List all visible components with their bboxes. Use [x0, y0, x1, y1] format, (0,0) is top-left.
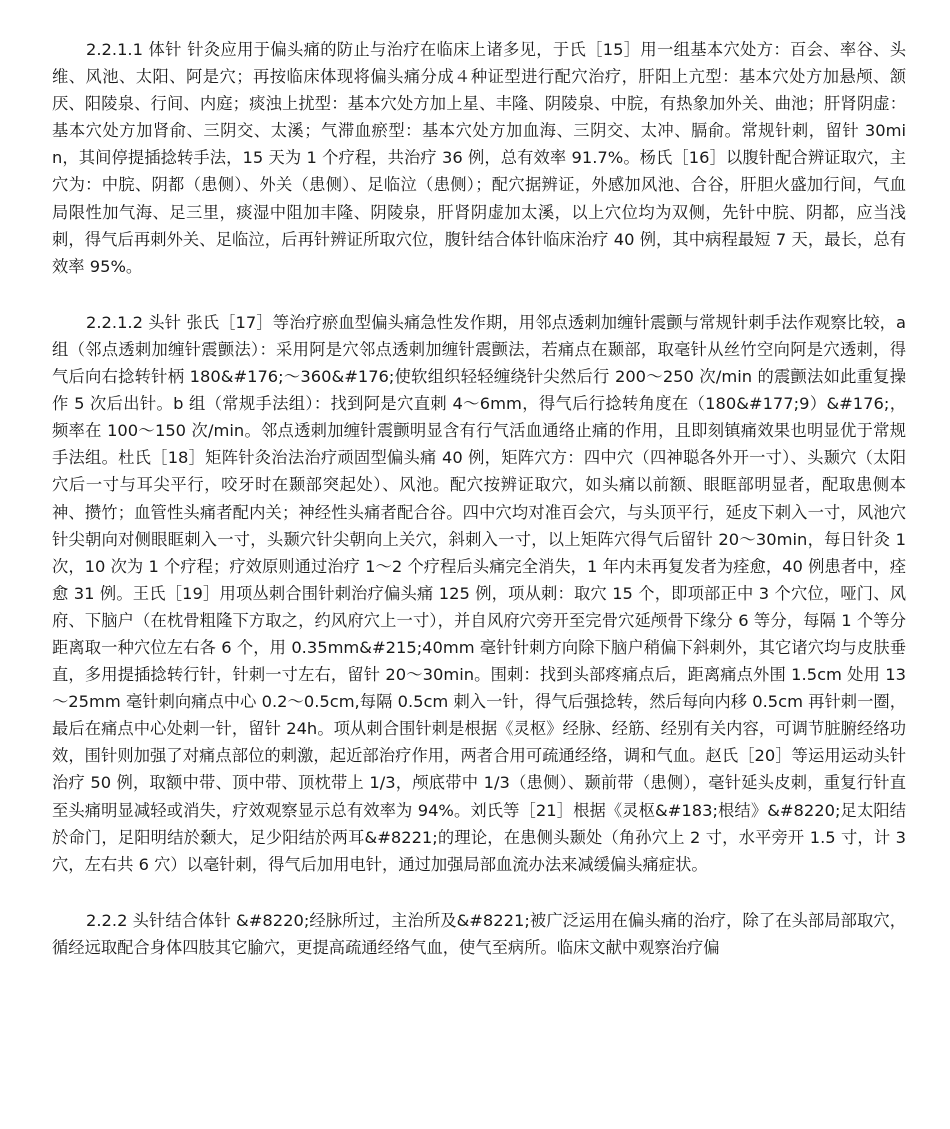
paragraph-2-2-1-1: 2.2.1.1 体针 针灸应用于偏头痛的防止与治疗在临床上诸多见，于氏［15］用一组基本穴处方：百会、率谷、头维、风池、太阳、阿是穴；再按临床体现将偏头痛分成４种证型进行配穴治疗，肝阳上亢型：基本穴处方加悬颅、颔厌、阳陵泉、行间、内庭；痰浊上扰型：基本穴处方加上星、丰隆、阴陵泉、中脘，有热象加外关、曲池；肝肾阴虚：基本穴处方加肾俞、三阴交、太溪；气滞血瘀型：基本穴处方加血海、三阴交、太冲、膈俞。常规针刺，留针 30min，其间停提插捻转手法，15 天为 1 个疗程，共治疗 36 例，总有效率 91.7%。杨氏［16］以腹针配合辨证取穴，主穴为：中脘、阴都（患侧）、外关（患侧）、足临泣（患侧）；配穴据辨证，外感加风池、合谷，肝胆火盛加行间，气血局限性加气海、足三里，痰湿中阻加丰隆、阴陵泉，肝肾阴虚加太溪，以上穴位均为双侧，先针中脘、阴都，应当浅刺，得气后再刺外关、足临泣，后再针辨证所取穴位，腹针结合体针临床治疗 40 例，其中病程最短 7 天，最长，总有效率 95%。: [52, 40, 906, 276]
paragraph-2-2-2: 2.2.2 头针结合体针 &#8220;经脉所过，主治所及&#8221;被广泛运用在偏头痛的治疗，除了在头部局部取穴，循经远取配合身体四肢其它腧穴，更提高疏通经络气血，使气至病所。临床文献中观察治疗偏: [52, 910, 906, 957]
paragraph-2-2-1-2: 2.2.1.2 头针 张氏［17］等治疗瘀血型偏头痛急性发作期，用邻点透刺加缠针震颤与常规针刺手法作观察比较，a 组（邻点透刺加缠针震颤法）：采用阿是穴邻点透刺加缠针震颤法，若痛点在颞部，取毫针从丝竹空向阿是穴透刺，得气后向右捻转针柄 180&#176;～360&#176;使软组织轻轻缠绕针尖然后行 200～250 次/min 的震颤法如此重复操作 5 次后出针。b 组（常规手法组）：找到阿是穴直刺 4～6mm，得气后行捻转角度在（180&#177;9）&#176;，频率在 100～150 次/min。邻点透刺加缠针震颤明显含有行气活血通络止痛的作用，且即刻镇痛效果也明显优于常规手法组。杜氏［18］矩阵针灸治法治疗顽固型偏头痛 40 例，矩阵穴方：四中穴（四神聪各外开一寸）、头颞穴（太阳穴后一寸与耳尖平行，咬牙时在颞部突起处）、风池。配穴按辨证取穴，如头痛以前额、眼眶部明显者，配取患侧本神、攒竹；血管性头痛者配内关；神经性头痛者配合谷。四中穴均对准百会穴，与头顶平行，延皮下刺入一寸，风池穴针尖朝向对侧眼眶刺入一寸，头颞穴针尖朝向上关穴，斜刺入一寸，以上矩阵穴得气后留针 20～30min，每日针灸 1 次，10 次为 1 个疗程；疗效原则通过治疗 1～2 个疗程后头痛完全消失，1 年内未再复发者为痊愈，40 例患者中，痊愈 31 例。王氏［19］用项丛刺合围针刺治疗偏头痛 125 例，项从刺：取穴 15 个，即项部正中 3 个穴位，哑门、风府、下脑户（在枕骨粗隆下方取之，约风府穴上一寸），并自风府穴旁开至完骨穴延颅骨下缘分 6 等分，每隔 1 个等分距离取一种穴位左右各 6 个，用 0.35mm&#215;40mm 毫针针刺方向除下脑户稍偏下斜刺外，其它诸穴均与皮肤垂直，多用提插捻转行针，针刺一寸左右，留针 20～30min。围刺：找到头部疼痛点后，距离痛点外围 1.5cm 处用 13～25mm 毫针刺向痛点中心 0.2～0.5cm,每隔 0.5cm 刺入一针，得气后强捻转，然后每向内移 0.5cm 再针刺一圈，最后在痛点中心处刺一针，留针 24h。项从刺合围针刺是根据《灵枢》经脉、经筋、经别有关内容，可调节脏腑经络功效，围针则加强了对痛点部位的刺激，起近部治疗作用，两者合用可疏通经络，调和气血。赵氏［20］等运用运动头针治疗 50 例，取额中带、顶中带、顶枕带上 1/3，颅底带中 1/3（患侧）、颞前带（患侧），毫针延头皮刺，重复行针直至头痛明显减轻或消失，疗效观察显示总有效率为 94%。刘氏等［21］根据《灵枢&#183;根结》&#8220;足太阳结於命门，足阳明结於颡大，足少阳结於两耳&#8221;的理论，在患侧头颞处（角孙穴上 2 寸，水平旁开 1.5 寸，计 3 穴，左右共 6 穴）以毫针刺，得气后加用电针，通过加强局部血流办法来减缓偏头痛症状。: [52, 312, 906, 874]
